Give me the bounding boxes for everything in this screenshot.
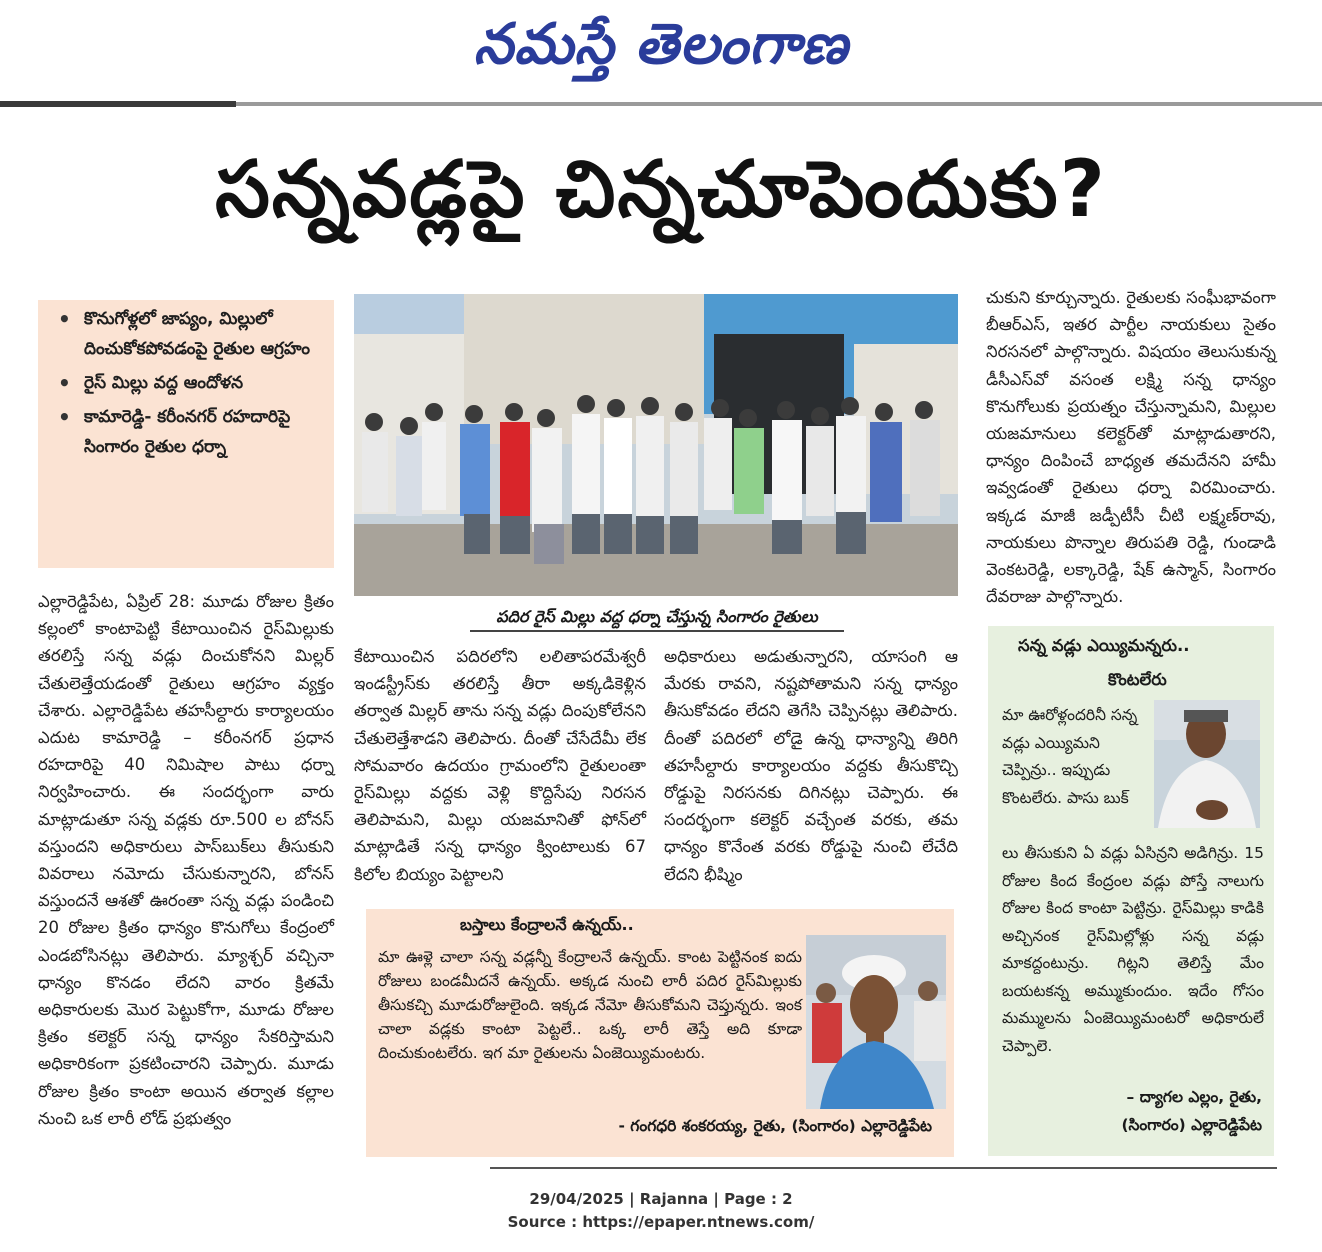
footer-edition-info: 29/04/2025 | Rajanna | Page : 2: [529, 1190, 793, 1208]
quote-subtitle: కొంటలేరు: [1108, 670, 1167, 689]
headline: సన్నవడ్లపై చిన్నచూపెందుకు?: [215, 145, 1107, 235]
photo-illustration: [354, 294, 958, 596]
article-paragraph: ఎల్లారెడ్డిపేట, ఏప్రిల్ 28: మూడు రోజుల క్రితం కల్లంలో కాంటాపెట్టి కేటాయించిన రైస్‌మిల్లుకు తరలిస్తే సన్న వడ్లు దించుకోనని మిల్లర్ చేతులెత్తేయడంతో రైతులు ఆగ్రహం వ్యక్తం చేశారు. ఎల్లారెడ్డిపేట తహసీల్దారు కార్యాలయం ఎదుట కామారెడ్డి – కరీంనగర్ ప్రధాన రహదారిపై 40 నిమిషాల పాటు ధర్నా నిర్వహించారు. ఈ సందర్భంగా వారు మాట్లాడుతూ సన్న వడ్లకు రూ.500 ల బోనస్ వస్తుందని అధికారులు పాస్‌బుక్‌లు తీసుకుని వివరాలు నమోదు చేసుకున్నారని, బోనస్ వస్తుందనే ఆశతో ఊరంతా సన్న వడ్లు పండించి 20 రోజుల క్రితం ధాన్యం కొనుగోలు కేంద్రంలో ఎండబోసినట్లు తెలిపారు. మ్యాశ్చర్ వచ్చినా ధాన్యం కొనడం లేదని వారం క్రితమే అధికారులకు మొర పెట్టుకోగా, మూడు రోజుల క్రితం కలెక్టర్ సన్న ధాన్యం సేకరిస్తామని అధికారికంగా ప్రకటించారని చెప్పారు. మూడు రోజుల క్రితం కాంటా అయిన తర్వాత కల్లాల నుంచి ఒక లారీ లోడ్ ప్రభుత్వం: [38, 592, 334, 1128]
article-paragraph: అధికారులు అడుతున్నారని, యాసంగి ఆ మేరకు రావని, నష్టపోతామని సన్న ధాన్యం తీసుకోవడం లేదని తెగేసి చెప్పినట్లు తెలిపారు. దీంతో పదిరలో లోడై ఉన్న ధాన్యాన్ని తిరిగి తహసీల్దారు కార్యాలయం వద్దకు తీసుకొచ్చి రోడ్డుపై నిరసనకు దిగినట్లు చెప్పారు. ఈ సందర్భంగా కలెక్టర్ వచ్చేంత వరకు, తమ ధాన్యం కొనేంత వరకు రోడ్డుపై నుంచి లేచేది లేదని భీష్మిం: [664, 647, 958, 884]
quote-signature: – ద్యాగల ఎల్లం, రైతు,: [1126, 1088, 1262, 1106]
masthead: [0, 0, 1322, 100]
quote-signature-place: (సింగారం) ఎల్లారెడ్డిపేట: [1121, 1116, 1262, 1134]
highlights-box: [38, 300, 334, 568]
farmer-portrait-photo: [806, 935, 946, 1109]
quote-text: మా ఊరోళ్లందరినీ సన్న వడ్లు ఎయ్యిమని చెప్పిన్రు.. ఇప్పుడు కొంటలేరు. పాసు బుక్: [1002, 706, 1138, 807]
quote-text: మా ఊళ్లె చాలా సన్న వడ్లన్నీ కేంద్రాలనే ఉన్నయ్. కాంట పెట్టినంక ఐదు రోజులు బండమీదనే ఉన్నయ్. అక్కడ నుంచి లారీ పదిర రైస్‌మిల్లుకు తీసుకచ్చి మూడురోజులైంది. ఇక్కడ నేమో తీసుకోమని చెప్తున్నరు. ఇంక చాలా వడ్లకు కాంటా పెట్టలే.. ఒక్క లారీ తెస్తే అది కూడా దించుకుంటలేరు. ఇగ మా రైతులను ఏంజెయ్యిమంటరు.: [378, 948, 802, 1062]
article-paragraph: కేటాయించిన పదిరలోని లలితాపరమేశ్వరీ ఇండస్ట్రీస్‌కు తరలిస్తే తీరా అక్కడికెళ్లిన తర్వాత మిల్లర్ తాను సన్న వడ్లు దింపుకోలేనని చేతులెత్తేశాడని తెలిపారు. దీంతో చేసేదేమీ లేక సోమవారం ఉదయం గ్రామంలోని రైతులంతా రైస్‌మిల్లు వద్దకు వెళ్లి కొద్దిసేపు నిరసన తెలిపామని, మిల్లు యజమానితో ఫోన్‌లో మాట్లాడితే సన్న ధాన్యం క్వింటాలుకు 67 కిలోల బియ్యం పెట్టాలని: [354, 647, 646, 884]
quote-text-continued: లు తీసుకుని ఏ వడ్లు ఏసిన్రని అడిగిన్రు. 15 రోజుల కింద కేంద్రంల వడ్లు పోస్తే నాలుగు రోజుల కింద కాంటా పెట్టిన్రు. రైస్‌మిల్లు కాడికి అచ్చినంక రైస్‌మిల్లోళ్లు సన్న వడ్లు మాకద్దంటున్రు. గిట్లని తెలిస్తే మేం బయటకన్న అమ్ముకుందుం. ఇదేం గోసం మమ్ములను ఏంజెయ్యిమంటరో అధికారులే చెప్పాలె.: [1002, 844, 1264, 1055]
quote-title: బస్తాలు కేంద్రాలనే ఉన్నయ్..: [460, 915, 634, 934]
bottom-rule: [490, 1167, 1277, 1169]
photo-caption: పదిర రైస్ మిల్లు వద్ద ధర్నా చేస్తున్న సింగారం రైతులు: [470, 604, 844, 632]
article-column-3: [664, 643, 958, 889]
farmer-quote-box-1: [366, 909, 954, 1157]
highlight-item: • కొనుగోళ్లలో జాప్యం, మిల్లులో దించుకోకపోవడంపై రైతుల ఆగ్రహం: [58, 304, 320, 364]
portrait-illustration: [1154, 700, 1260, 828]
article-column-2: [354, 643, 646, 889]
farmer-quote-box-2: [988, 626, 1274, 1156]
article-column-1: [38, 588, 334, 1168]
farmer-portrait-photo: [1154, 700, 1260, 828]
highlight-item: • రైస్ మిల్లు వద్ద ఆందోళన: [58, 368, 320, 398]
newspaper-logo: నమస్తే తెలంగాణ: [473, 12, 849, 77]
quote-signature: - గంగధరి శంకరయ్య, రైతు, (సింగారం) ఎల్లారెడ్డిపేట: [618, 1117, 932, 1135]
quote-title: సన్న వడ్లు ఎయ్యిమన్నరు..: [1018, 636, 1190, 655]
portrait-illustration: [806, 935, 946, 1109]
highlight-item: • కామారెడ్డి- కరీంనగర్ రహదారిపై సింగారం రైతుల ధర్నా: [58, 402, 320, 462]
masthead-rule-light: [236, 102, 1322, 106]
footer-source: Source : https://epaper.ntnews.com/: [507, 1213, 815, 1231]
article-paragraph: చుకుని కూర్చున్నారు. రైతులకు సంఘీభావంగా బీఆర్‌ఎస్, ఇతర పార్టీల నాయకులు సైతం నిరసనలో పాల్గొన్నారు. విషయం తెలుసుకున్న డీసీఎస్‌వో వసంత లక్ష్మి సన్న ధాన్యం కొనుగోలుకు ప్రయత్నం చేస్తున్నామని, మిల్లుల యజమానులు కలెక్టర్‌తో మాట్లాడుతారని, ధాన్యం దింపించే బాధ్యత తమదేనని హామీ ఇవ్వడంతో రైతులు ధర్నా విరమించారు. ఇక్కడ మాజీ జడ్పీటీసీ చీటి లక్ష్మణ్‌రావు, నాయకులు పొన్నాల తిరుపతి రెడ్డి, గుండాడి వెంకటరెడ్డి, లక్కారెడ్డి, షేక్ ఉస్మాన్, సింగారం దేవరాజు పాల్గొన్నారు.: [986, 288, 1276, 607]
farmers-protest-photo: [354, 294, 958, 596]
masthead-rule-dark: [0, 101, 236, 107]
article-column-4: [986, 284, 1276, 614]
